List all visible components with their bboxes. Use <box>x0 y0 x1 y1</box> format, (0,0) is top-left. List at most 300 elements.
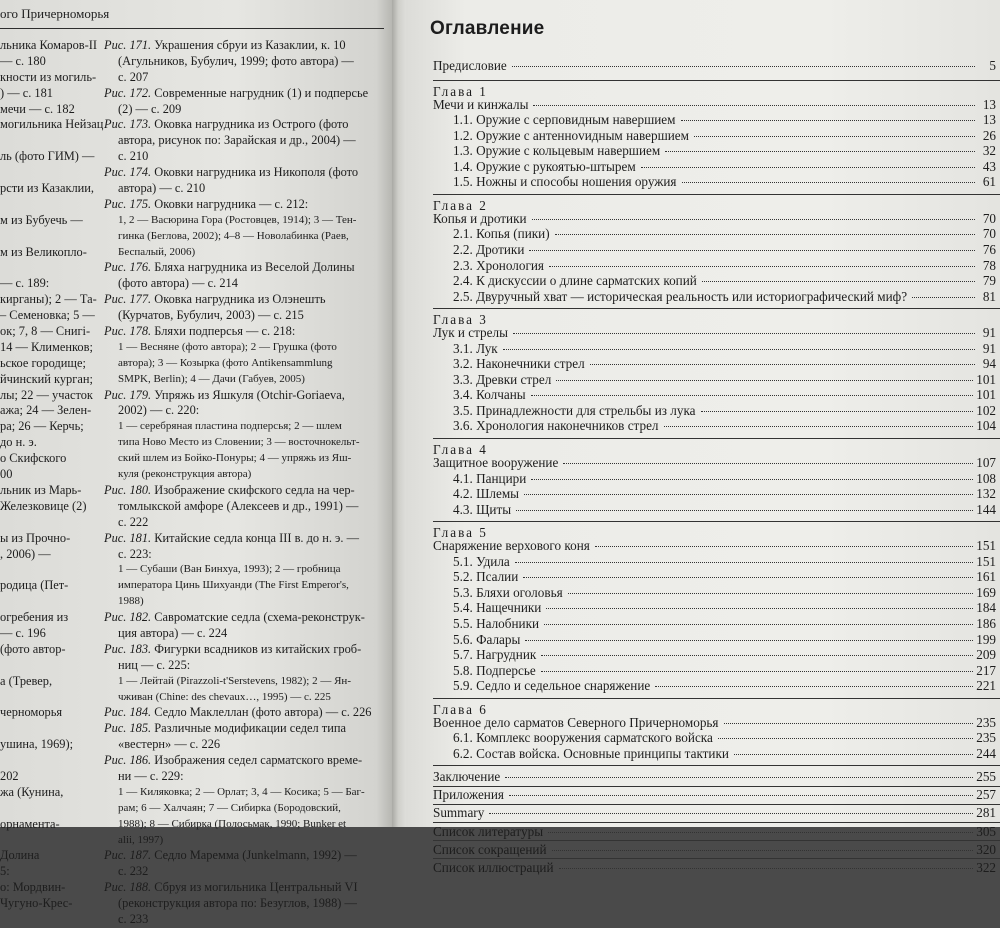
toc-entry-title: 1.5. Ножны и способы ношения оружия <box>453 174 677 190</box>
caption-line <box>104 292 386 308</box>
chapter-divider <box>433 438 1000 439</box>
toc-page-number: 43 <box>982 158 996 174</box>
chapter-heading: Глава 1 <box>433 83 488 99</box>
fragment-line: рсти из Казаклии, <box>0 181 95 196</box>
toc-entry-title: Мечи и кинжалы <box>433 96 529 112</box>
figure-number: Рис. 180. <box>104 482 152 497</box>
toc-back-matter <box>433 769 996 785</box>
toc-page-number: 144 <box>976 501 996 517</box>
caption-line <box>104 515 386 531</box>
toc-page-number: 5 <box>989 58 996 73</box>
figure-caption <box>104 292 386 324</box>
caption-line <box>104 499 386 515</box>
toc-page-number: 235 <box>976 730 996 746</box>
caption-text: ция автора) — с. 224 <box>118 625 228 640</box>
dot-leader <box>505 777 973 778</box>
figure-caption <box>104 324 386 388</box>
toc-page-number: 161 <box>976 569 996 585</box>
caption-text: Савроматские седла (схема-реконструк- <box>151 610 365 625</box>
dot-leader <box>556 380 973 381</box>
toc-page-number: 235 <box>976 714 996 730</box>
caption-line <box>104 403 386 419</box>
fragment-line <box>0 833 98 849</box>
toc-entry-title: 1.2. Оружие с антеннovидным навершием <box>453 127 689 143</box>
caption-line <box>104 70 386 86</box>
caption-line <box>104 356 386 372</box>
caption-text: автора, рисунок по: Зарайская и др., 2004) — <box>118 133 356 148</box>
fragment-line: ) — с. 181 <box>0 85 53 100</box>
caption-text: автора); 3 — Козырка (фото Antikensammlung <box>118 356 333 369</box>
dot-leader <box>489 813 973 814</box>
caption-text: Украшения сбруи из Казаклии, к. 10 <box>151 38 346 52</box>
caption-line <box>104 912 386 928</box>
toc-back-matter <box>433 805 996 821</box>
book-gutter <box>392 0 406 827</box>
dot-leader <box>555 234 975 235</box>
figure-caption <box>104 483 386 531</box>
toc-entry-title: Список литературы <box>433 823 544 839</box>
caption-text: с. 210 <box>118 149 149 164</box>
toc-entry-title: Военное дело сарматов Северного Причерноморья <box>433 714 719 730</box>
caption-line <box>104 245 386 261</box>
toc-entry-title: Приложения <box>433 787 504 803</box>
figure-number: Рис. 171. <box>104 38 152 52</box>
fragment-line <box>0 229 98 245</box>
caption-text: 1, 2 — Васюрина Гора (Ростовцев, 1914); 3 — Тен- <box>118 213 357 226</box>
toc-page-number: 70 <box>982 226 996 242</box>
caption-text: 1 — Лейтай (Pirazzoli-t'Serstevens, 1982); 2 — Ян- <box>118 674 351 687</box>
figure-number: Рис. 182. <box>104 610 152 625</box>
toc-chapter <box>433 455 996 471</box>
caption-text: 1 — серебряная пластина подперсья; 2 — шлем <box>118 420 342 433</box>
toc-page-number: 61 <box>982 174 996 190</box>
dot-leader <box>641 167 975 168</box>
dot-leader <box>590 364 975 365</box>
toc-page-number: 76 <box>982 241 996 257</box>
chapter-heading: Глава 2 <box>433 197 488 213</box>
fragment-line: ажа; 24 — Зелен- <box>0 403 92 418</box>
fragment-line: 5: <box>0 864 10 879</box>
figure-caption <box>104 531 386 610</box>
dot-leader <box>524 494 973 495</box>
toc-entry-title: 5.9. Седло и седельное снаряжение <box>453 678 651 694</box>
toc-page-number: 305 <box>976 823 996 839</box>
caption-text: типа Ново Место из Словении; 3 — восточнокельт- <box>118 436 360 449</box>
fragment-line: 14 — Клименков; <box>0 339 93 354</box>
fragment-line: Чугуно-Крес- <box>0 896 73 911</box>
toc-page-number: 81 <box>982 288 996 304</box>
toc-section <box>453 128 996 144</box>
dot-leader <box>509 795 973 796</box>
chapter-divider <box>433 698 1000 699</box>
toc-section <box>453 242 996 258</box>
caption-text: с. 222 <box>118 514 149 529</box>
caption-text: Оковка нагрудника из Острого (фото <box>151 117 349 132</box>
toc-entry-title: 5.1. Удила <box>453 553 510 569</box>
toc-page-number: 151 <box>976 553 996 569</box>
caption-line <box>104 753 386 769</box>
fragment-line <box>0 753 98 769</box>
caption-line <box>104 181 386 197</box>
toc-entry-title: Предисловие <box>433 58 507 73</box>
caption-line <box>104 324 386 340</box>
fragment-line: — с. 189: <box>0 276 50 291</box>
fragment-line: огребения из <box>0 610 69 625</box>
figure-caption <box>104 86 386 118</box>
toc-page-number: 101 <box>976 371 996 387</box>
caption-line <box>104 864 386 880</box>
caption-text: 1 — Субаши (Ван Бинхуа, 1993); 2 — гробница <box>118 563 341 576</box>
caption-line <box>104 737 386 753</box>
chapter-heading: Глава 6 <box>433 701 488 717</box>
fragment-line: ок; 7, 8 — Снигі- <box>0 324 91 339</box>
figure-number: Рис. 175. <box>104 196 152 211</box>
toc-page-number: 169 <box>976 584 996 600</box>
caption-text: Фигурки всадников из китайских гроб- <box>151 641 362 656</box>
fragment-line: ушина, 1969); <box>0 737 74 752</box>
fragment-line <box>0 690 98 706</box>
caption-text: Седло Маремма (Junkelmann, 1992) — <box>151 848 357 863</box>
toc-section <box>453 226 996 242</box>
toc-entry-title: 6.2. Состав войска. Основные принципы тактики <box>453 745 729 761</box>
toc-page-number: 78 <box>982 257 996 273</box>
figure-number: Рис. 181. <box>104 530 152 545</box>
caption-text: Бляхи подперсья — с. 218: <box>151 324 296 339</box>
toc-entry-title: Копья и дротики <box>433 210 527 226</box>
toc-section <box>453 569 996 585</box>
dot-leader <box>516 510 973 511</box>
toc-section <box>453 730 996 746</box>
figure-caption <box>104 197 386 261</box>
figure-number: Рис. 172. <box>104 85 152 100</box>
figure-number: Рис. 177. <box>104 292 152 307</box>
dot-leader <box>563 463 973 464</box>
dot-leader <box>525 640 973 641</box>
dot-leader <box>694 136 975 137</box>
dot-leader <box>533 105 975 106</box>
toc-page-number: 281 <box>976 805 996 821</box>
caption-line <box>104 276 386 292</box>
figure-number: Рис. 187. <box>104 848 152 863</box>
toc-chapter <box>433 97 996 113</box>
figure-caption <box>104 117 386 165</box>
caption-line <box>104 149 386 165</box>
toc-page-number: 91 <box>982 325 996 341</box>
caption-line <box>104 705 386 721</box>
caption-text: (фото автора) — с. 214 <box>118 276 238 291</box>
fragment-line: ра; 26 — Керчь; <box>0 419 84 434</box>
caption-text: с. 232 <box>118 864 149 879</box>
figure-caption <box>104 642 386 706</box>
figure-number: Рис. 173. <box>104 117 152 132</box>
dot-leader <box>682 182 976 183</box>
caption-line <box>104 54 386 70</box>
chapter-heading: Глава 5 <box>433 525 488 541</box>
caption-line <box>104 848 386 864</box>
caption-text: чживан (Chine: des chevaux…, 1995) — с. 225 <box>118 690 331 703</box>
caption-text: «вестерн» — с. 226 <box>118 737 221 752</box>
caption-line <box>104 690 386 706</box>
caption-line <box>104 467 386 483</box>
caption-line <box>104 340 386 356</box>
dot-leader <box>595 546 973 547</box>
fragment-line <box>0 260 98 276</box>
figure-number: Рис. 174. <box>104 165 152 180</box>
toc-entry-title: Summary <box>433 805 485 821</box>
fragment-line: могильника Нейзац <box>0 117 104 132</box>
header-rule <box>0 28 384 29</box>
fragment-line: ль (фото ГИМ) — <box>0 149 95 164</box>
toc-page-number: 104 <box>976 418 996 434</box>
caption-text: 1988) <box>118 595 144 608</box>
figure-caption <box>104 848 386 880</box>
fragment-line: – Семеновка; 5 — <box>0 308 95 323</box>
toc-entry-title: 1.1. Оружие с серповидным навершием <box>453 112 676 128</box>
caption-text: 1 — Киляковка; 2 — Орлат; 3, 4 — Косика; 5 — Баг- <box>118 785 365 798</box>
toc-page-number: 107 <box>976 455 996 470</box>
chapter-divider <box>433 765 1000 766</box>
caption-text: Беспалый, 2006) <box>118 245 196 258</box>
toc-section <box>453 678 996 694</box>
caption-text: ский шлем из Бойко-Понуры; 4 — упряжь из Яш- <box>118 452 352 465</box>
toc-section <box>453 471 996 487</box>
caption-text: Изображение скифского седла на чер- <box>151 482 355 497</box>
figure-number: Рис. 176. <box>104 260 152 275</box>
caption-line <box>104 626 386 642</box>
dot-leader <box>655 686 973 687</box>
toc-page-number: 199 <box>976 631 996 647</box>
caption-text: Оковка нагрудника из Олэнешть <box>151 292 326 307</box>
toc-entry-title: Защитное вооружение <box>433 455 559 470</box>
toc-chapter <box>433 715 996 731</box>
fragment-line <box>0 658 98 674</box>
fragment-line: кности из могиль- <box>0 69 97 84</box>
toc-page-number: 132 <box>976 486 996 502</box>
toc-back-matter <box>433 842 996 858</box>
caption-text: ниц — с. 225: <box>118 657 191 672</box>
toc-section <box>453 143 996 159</box>
toc-section <box>453 663 996 679</box>
dot-leader <box>568 593 974 594</box>
caption-text: Оковки нагрудника из Никополя (фото <box>151 165 359 180</box>
toc-page-number: 322 <box>976 859 996 875</box>
caption-line <box>104 133 386 149</box>
figure-caption <box>104 38 386 86</box>
toc-entry-title: 2.5. Двуручный хват — историческая реальность или историографический миф? <box>453 288 908 304</box>
dot-leader <box>552 850 974 851</box>
toc-entry-title: 2.2. Дротики <box>453 241 525 257</box>
toc-entry-title: 1.4. Оружие с рукоятью-штырем <box>453 158 636 174</box>
dot-leader <box>548 832 973 833</box>
toc-preface <box>433 58 996 74</box>
dot-leader <box>531 479 973 480</box>
caption-line <box>104 86 386 102</box>
dot-leader <box>718 738 973 739</box>
caption-text: Седло Маклеллан (фото автора) — с. 226 <box>151 705 372 720</box>
caption-text: 1 — Весняне (фото автора); 2 — Грушка (фото <box>118 340 337 353</box>
fragment-line: кирганы); 2 — Та- <box>0 292 97 307</box>
caption-line <box>104 38 386 54</box>
toc-entry-title: 2.4. К дискуссии о длине сарматских копий <box>453 273 697 289</box>
dot-leader <box>523 577 973 578</box>
caption-line <box>104 308 386 324</box>
caption-line <box>104 880 386 896</box>
fragment-line: родица (Пет- <box>0 578 69 593</box>
dot-leader <box>541 655 973 656</box>
toc-page-number: 13 <box>982 96 996 112</box>
caption-text: 1988); 8 — Сибирка (Полосьмак, 1990; Bunker et <box>118 817 347 830</box>
toc-page-number: 209 <box>976 647 996 663</box>
dot-leader <box>912 297 975 298</box>
fragment-line <box>0 562 98 578</box>
toc-entry-title: 5.2. Псалии <box>453 569 519 585</box>
fragment-line: льника Комаров-II <box>0 38 98 52</box>
caption-text: (2) — с. 209 <box>118 101 182 116</box>
dot-leader <box>664 426 974 427</box>
toc-section <box>453 746 996 762</box>
toc-entry-title: Снаряжение верхового коня <box>433 538 590 554</box>
caption-text: (реконструкция автора по: Безуглов, 1988) — <box>118 896 357 911</box>
caption-text: (Курчатов, Бубулич, 2003) — с. 215 <box>118 308 304 323</box>
chapter-divider <box>433 80 1000 81</box>
fragment-line: м из Бубуечь — <box>0 212 83 227</box>
caption-line <box>104 562 386 578</box>
caption-line <box>104 896 386 912</box>
toc-page-number: 70 <box>982 210 996 226</box>
figure-caption <box>104 388 386 483</box>
caption-text: Различные модификации седел типа <box>151 721 346 736</box>
caption-line <box>104 372 386 388</box>
caption-text: с. 233 <box>118 911 149 926</box>
caption-line <box>104 197 386 213</box>
dot-leader <box>546 608 973 609</box>
figure-caption <box>104 721 386 753</box>
toc-entry-title: 3.5. Принадлежности для стрельбы из лука <box>453 402 696 418</box>
toc-page-number: 102 <box>976 402 996 418</box>
toc-entry-title: 3.1. Лук <box>453 340 498 356</box>
dot-leader <box>515 562 973 563</box>
caption-line <box>104 658 386 674</box>
fragment-line: йчинский курган; <box>0 371 93 386</box>
toc-section <box>453 403 996 419</box>
dot-leader <box>503 349 975 350</box>
toc-entry-title: 5.4. Нащечники <box>453 600 542 616</box>
caption-line <box>104 642 386 658</box>
caption-line <box>104 578 386 594</box>
caption-text: ни — с. 229: <box>118 768 184 783</box>
toc-back-matter <box>433 787 996 803</box>
caption-text: томлыкской амфоре (Алексеев и др., 1991) — <box>118 498 359 513</box>
figure-number: Рис. 184. <box>104 705 152 720</box>
caption-text: с. 207 <box>118 69 149 84</box>
caption-line <box>104 229 386 245</box>
fragment-line: черноморья <box>0 705 63 720</box>
toc-entry-title: 5.5. Налобники <box>453 615 540 631</box>
fragment-line: а (Тревер, <box>0 673 53 688</box>
caption-line <box>104 547 386 563</box>
right-page <box>406 0 1000 875</box>
caption-text: Оковки нагрудника — с. 212: <box>151 196 309 211</box>
dot-leader <box>541 671 973 672</box>
caption-text: Сбруя из могильника Центральный VI <box>151 880 358 895</box>
caption-text: Современные нагрудник (1) и подперсье <box>151 85 369 100</box>
toc-page-number: 255 <box>976 769 996 785</box>
caption-line <box>104 817 386 833</box>
figure-number: Рис. 188. <box>104 880 152 895</box>
fragment-line <box>0 515 98 531</box>
figure-caption <box>104 705 386 721</box>
toc-entry-title: 6.1. Комплекс вооружения сарматского войска <box>453 730 713 746</box>
fragment-line <box>0 594 98 610</box>
toc-page-number: 151 <box>976 538 996 554</box>
caption-line <box>104 117 386 133</box>
fragment-line: ы из Прочно- <box>0 530 71 545</box>
dot-leader <box>559 868 974 869</box>
toc-page-number: 257 <box>976 787 996 803</box>
figure-caption <box>104 880 386 928</box>
caption-text: с. 223: <box>118 546 152 561</box>
dot-leader <box>532 219 975 220</box>
fragment-line: ьское городище; <box>0 355 86 370</box>
caption-line <box>104 260 386 276</box>
toc-section <box>453 600 996 616</box>
toc-page-number: 13 <box>982 112 996 128</box>
fragment-line: 202 <box>0 768 19 783</box>
toc-section <box>453 387 996 403</box>
fragment-line: м из Великопло- <box>0 244 87 259</box>
caption-line <box>104 102 386 118</box>
fragment-line: лы; 22 — участок <box>0 387 93 402</box>
fragment-line: , 2006) — <box>0 546 51 561</box>
caption-line <box>104 833 386 849</box>
toc-page-number: 244 <box>976 745 996 761</box>
fragment-line: — с. 196 <box>0 625 46 640</box>
toc-page-number: 320 <box>976 841 996 857</box>
fragment-line <box>0 165 98 181</box>
toc-page-number: 217 <box>976 662 996 678</box>
toc-entry-title: 4.3. Щиты <box>453 501 512 517</box>
toc-section <box>453 632 996 648</box>
toc-section <box>453 647 996 663</box>
chapter-heading: Глава 3 <box>433 312 488 328</box>
toc-entry-title: Заключение <box>433 769 501 785</box>
caption-line <box>104 769 386 785</box>
caption-text: рам; 6 — Халчаян; 7 — Сибирка (Бородовский, <box>118 801 341 814</box>
caption-line <box>104 213 386 229</box>
figure-number: Рис. 186. <box>104 753 152 768</box>
caption-line <box>104 419 386 435</box>
left-page <box>0 0 392 926</box>
fragment-line: 00 <box>0 467 13 482</box>
fragment-line <box>0 133 98 149</box>
toc-page-number: 79 <box>982 273 996 289</box>
fragment-line: мечи — с. 182 <box>0 101 75 116</box>
figure-caption <box>104 260 386 292</box>
fragment-line <box>0 801 98 817</box>
toc-section <box>453 159 996 175</box>
caption-text: Упряжь из Яшкуля (Otchir-Goriaeva, <box>151 387 345 402</box>
fragment-line: о Скифского <box>0 451 67 466</box>
dot-leader <box>549 266 975 267</box>
caption-line <box>104 594 386 610</box>
chapter-divider <box>433 194 1000 195</box>
caption-text: SMPK, Berlin); 4 — Дачи (Габуев, 2005) <box>118 372 305 385</box>
toc-entry-title: 3.6. Хронология наконечников стрел <box>453 418 659 434</box>
caption-line <box>104 721 386 737</box>
fragment-line: жа (Кунина, <box>0 784 64 799</box>
toc-section <box>453 502 996 518</box>
dot-leader <box>724 723 974 724</box>
